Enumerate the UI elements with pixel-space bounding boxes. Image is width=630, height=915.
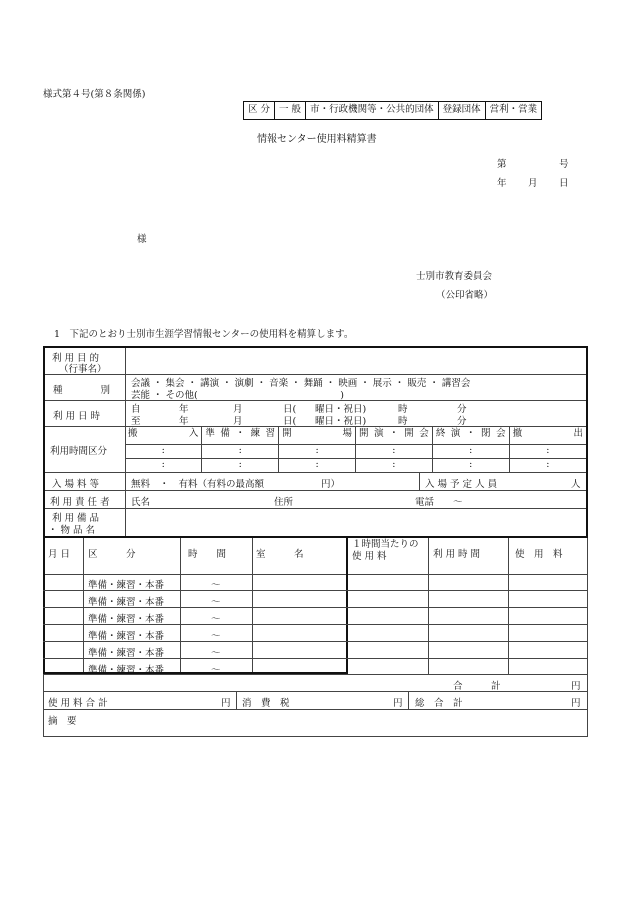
date-use-label: 利 用 日 時 [53,411,101,422]
to-mark: 至 [131,416,141,427]
to-day: 日( [283,416,297,427]
time-colon: : [432,444,509,458]
tax-unit: 円 [393,698,403,709]
attendance-unit: 人 [571,479,581,490]
from-year: 年 [179,404,189,415]
table-row: 準備・練習・本番 [88,597,165,608]
responsible-label: 利 用 責 任 者 [50,497,110,508]
to-minute: 分 [457,416,467,427]
category-box [243,101,542,120]
usage-header-time: 時 間 [188,549,227,560]
time-header-carry-in: 搬 入 [125,426,202,444]
issuer: 士別市教育委員会 [416,271,493,282]
form-number: 様式第４号(第８条関係) [43,89,146,100]
equipment-label: 利 用 備 品 [52,513,100,524]
usage-header-category: 区 分 [88,549,136,560]
responsible-address-label: 住所 [274,497,294,508]
time-colon: : [432,458,509,472]
table-row: 準備・練習・本番 [88,614,165,625]
equipment-label-2: ・ 物 品 名 [48,525,96,536]
usage-header-room: 室 名 [256,549,304,560]
from-month: 月 [233,404,243,415]
from-day: 日( [283,404,297,415]
row-tilde: ～ [211,580,221,591]
intro-text: 1 下記のとおり士別市生涯学習情報センターの使用料を精算します。 [54,329,354,340]
row-tilde: ～ [211,614,221,625]
time-split-label: 利用時間区分 [50,446,108,457]
time-colon: : [125,458,202,472]
from-weekday: 曜日・祝日) [315,404,367,415]
category-general: 一 般 [275,102,306,120]
kind-options-1: 会議 ・ 集会 ・ 講演 ・ 演劇 ・ 音楽 ・ 舞踊 ・ 映画 ・ 展示 ・ 販売 ・ 講習会 [131,378,471,389]
usage-table [43,538,588,674]
from-mark: 自 [131,404,141,415]
equipment-row [45,508,586,536]
time-colon: : [125,444,202,458]
row-tilde: ～ [211,648,221,659]
usage-header-date: 月 日 [48,549,71,560]
grand-total-unit: 円 [571,698,581,709]
grand-total-label: 総 合 計 [415,698,463,709]
time-header-start: 開演・開会 [355,426,432,444]
expected-attendance-label: 入 場 予 定 人 員 [425,479,498,490]
time-colon: : [279,458,356,472]
kind-row [45,374,586,401]
kind-label: 種 別 [53,385,111,396]
responsible-name-label: 氏名 [131,497,151,508]
admission-value: 無料 ・ 有料（有料の最高額 円） [131,479,341,490]
row-tilde: ～ [211,665,221,676]
fee-total-unit: 円 [221,698,231,709]
responsible-phone-label: 電話 ～ [415,497,463,508]
time-header-end: 終演・閉会 [432,426,509,444]
category-commercial: 営利・営業 [485,102,542,120]
purpose-label: 利 用 目 的 [52,353,100,364]
table-row: 準備・練習・本番 [88,580,165,591]
summary-row [43,692,588,710]
time-header-doors: 開 場 [279,426,356,444]
time-colon: : [202,458,279,472]
time-colon: : [355,444,432,458]
to-hour: 時 [398,416,408,427]
table-row: 準備・練習・本番 [88,631,165,642]
date-year: 年 [497,178,507,189]
usage-header-duration: 利 用 時 間 [433,549,481,560]
from-minute: 分 [457,404,467,415]
time-colon: : [355,458,432,472]
time-colon: : [546,458,550,470]
time-split-table [125,426,586,472]
row-tilde: ～ [211,631,221,642]
table-row: 準備・練習・本番 [88,648,165,659]
doc-number-suffix: 号 [559,159,569,170]
time-split-row [45,426,586,473]
responsible-row [45,490,586,509]
to-year: 年 [179,416,189,427]
purpose-row [45,348,586,375]
total-label: 合 計 [453,681,501,692]
seal-note: （公印省略） [436,290,494,301]
addressee-suffix: 様 [137,234,147,245]
remarks-label: 摘 要 [48,716,77,727]
from-hour: 時 [398,404,408,415]
page-title: 情報センター使用料精算書 [257,134,377,145]
kind-options-2: 芸能 ・ その他( ) [131,390,344,401]
time-header-carry-out: 撤 出 [509,426,586,444]
date-month: 月 [528,178,538,189]
admission-row [45,472,586,491]
total-unit: 円 [571,681,581,692]
usage-header-fee: 使 用 料 [515,549,563,560]
to-month: 月 [233,416,243,427]
date-row [45,400,586,427]
tax-label: 消 費 税 [242,698,290,709]
row-tilde: ～ [211,597,221,608]
fee-total-label: 使 用 料 合 計 [48,698,108,709]
time-colon: : [509,444,586,458]
date-day: 日 [559,178,569,189]
category-registered: 登録団体 [438,102,485,120]
category-label: 区 分 [244,102,275,120]
time-colon: : [279,444,356,458]
total-row [43,674,588,692]
time-header-rehearsal: 準備・練習 [202,426,279,444]
time-colon: : [202,444,279,458]
usage-header-hourly-fee: １時間当たりの 使 用 料 [352,539,419,562]
doc-number-label: 第 [497,159,507,170]
admission-label: 入 場 料 等 [52,479,100,490]
table-row: 準備・練習・本番 [88,665,165,676]
purpose-sub-label: （行事名） [59,364,107,375]
upper-rows [45,348,586,536]
to-weekday: 曜日・祝日) [315,416,367,427]
category-public: 市・行政機関等・公共的団体 [306,102,439,120]
